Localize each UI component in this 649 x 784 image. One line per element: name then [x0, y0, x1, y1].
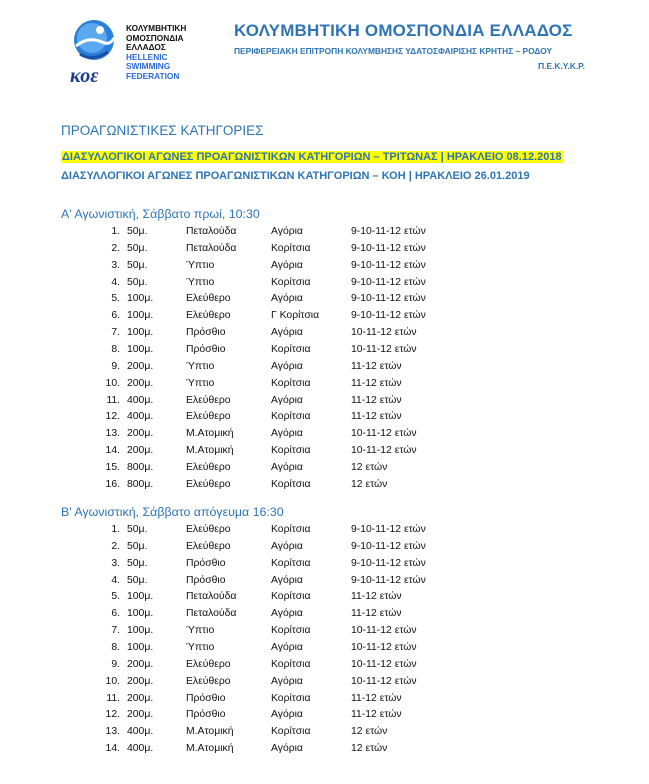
event-age: 9-10-11-12 ετών [351, 557, 426, 569]
event-num: 11. [106, 692, 120, 704]
event-num: 8. [111, 641, 120, 653]
event-age: 9-10-11-12 ετών [351, 293, 426, 305]
event-style: Ύπτιο [186, 377, 215, 389]
event-num: 12. [105, 709, 120, 721]
event-age: 9-10-11-12 ετών [351, 524, 426, 535]
event-cat: Αγόρια [271, 743, 303, 755]
event-style: Πρόσθιο [186, 709, 226, 721]
event-num: 13. [105, 428, 120, 440]
event-num: 7. [111, 327, 120, 339]
event-style: Μ.Ατομική [186, 445, 234, 457]
event-cat: Κορίτσια [271, 377, 311, 389]
event-dist: 200μ. [127, 445, 154, 457]
swimmer-logo-icon [66, 16, 122, 88]
event-cat: Αγόρια [271, 394, 303, 406]
event-cat: Αγόρια [271, 675, 303, 687]
event-age: 11-12 ετών [351, 377, 402, 389]
event-style: Ελεύθερο [186, 540, 231, 552]
event-num: 5. [111, 293, 120, 305]
event-age: 9-10-11-12 ετών [351, 242, 426, 254]
logo-line: ΕΛΛΑΔΟΣ [126, 42, 166, 53]
event-num: 2. [111, 242, 120, 254]
event-num: 5. [111, 591, 120, 603]
event-style: Πρόσθιο [186, 327, 226, 339]
event-age: 11-12 ετών [351, 411, 402, 423]
event-age: 9-10-11-12 ετών [351, 540, 426, 552]
organization-abbreviation: Π.Ε.Κ.Υ.Κ.Ρ. [538, 61, 585, 71]
event-num: 4. [111, 276, 120, 288]
event-cat: Κορίτσια [271, 478, 311, 490]
organization-subtitle: ΠΕΡΙΦΕΡΕΙΑΚΗ ΕΠΙΤΡΟΠΗ ΚΟΛΥΜΒΗΣΗΣ ΥΔΑΤΟΣΦΑΙΡΙΣΗΣ ΚΡΗΤΗΣ – ΡΟΔΟΥ [234, 46, 553, 56]
event-cat: Κορίτσια [271, 625, 311, 637]
event-num: 13. [105, 726, 120, 738]
event-age: 10-11-12 ετών [351, 675, 417, 687]
event-cat: Κορίτσια [271, 524, 311, 535]
event-num: 10. [105, 675, 120, 687]
event-cat: Κορίτσια [271, 692, 311, 704]
event-dist: 100μ. [127, 608, 154, 620]
event-dist: 100μ. [127, 641, 154, 653]
event-style: Ελεύθερο [186, 394, 231, 406]
event-dist: 200μ. [127, 658, 154, 670]
event-age: 9-10-11-12 ετών [351, 276, 426, 288]
logo-line: ΚΟΛΥΜΒΗΤΙΚΗ [126, 23, 187, 33]
event-num: 4. [111, 574, 120, 586]
event-age: 12 ετών [351, 461, 388, 473]
event-dist: 200μ. [127, 428, 154, 440]
event-age: 12 ετών [351, 743, 388, 755]
event-dist: 400μ. [127, 726, 154, 738]
event-num: 11. [106, 394, 120, 406]
event-style: Μ.Ατομική [186, 743, 234, 755]
event-age: 11-12 ετών [351, 591, 402, 603]
event-age: 10-11-12 ετών [351, 625, 417, 637]
event-dist: 100μ. [127, 293, 154, 305]
event-age: 12 ετών [351, 726, 388, 738]
event-num: 1. [111, 226, 120, 237]
event-num: 12. [105, 411, 120, 423]
event-num: 6. [111, 608, 120, 620]
session-title-a: Α' Αγωνιστική, Σάββατο πρωί, 10:30 [61, 207, 260, 221]
event-cat: Αγόρια [271, 226, 303, 237]
event-age: 11-12 ετών [351, 709, 402, 721]
event-cat: Αγόρια [271, 540, 303, 552]
event-num: 3. [111, 259, 120, 271]
event-style: Πεταλούδα [186, 242, 237, 254]
meet-line: ΔΙΑΣΥΛΛΟΓΙΚΟΙ ΑΓΩΝΕΣ ΠΡΟΑΓΩΝΙΣΤΙΚΩΝ ΚΑΤΗΓΟΡΙΩΝ – ΚΟΗ | ΗΡΑΚΛΕΙΟ 26.01.2019 [61, 170, 530, 182]
event-style: Πρόσθιο [186, 557, 226, 569]
event-style: Πεταλούδα [186, 608, 237, 620]
federation-logo [64, 14, 214, 88]
event-age: 11-12 ετών [351, 692, 402, 704]
organization-title: ΚΟΛΥΜΒΗΤΙΚΗ ΟΜΟΣΠΟΝΔΙΑ ΕΛΛΑΔΟΣ [234, 21, 573, 40]
event-cat: Αγόρια [271, 360, 303, 372]
event-age: 9-10-11-12 ετών [351, 310, 426, 322]
event-dist: 50μ. [127, 540, 148, 552]
meet-highlighted: ΔΙΑΣΥΛΛΟΓΙΚΟΙ ΑΓΩΝΕΣ ΠΡΟΑΓΩΝΙΣΤΙΚΩΝ ΚΑΤΗΓΟΡΙΩΝ – ΤΡΙΤΩΝΑΣ | ΗΡΑΚΛΕΙΟ 08.12.2018 [62, 151, 562, 163]
event-style: Ελεύθερο [186, 310, 231, 322]
event-dist: 100μ. [127, 591, 154, 603]
event-cat: Αγόρια [271, 461, 303, 473]
event-style: Ύπτιο [186, 259, 215, 271]
event-num: 7. [111, 625, 120, 637]
event-dist: 400μ. [127, 743, 154, 755]
event-num: 14. [105, 743, 120, 755]
event-dist: 100μ. [127, 310, 154, 322]
event-style: Πρόσθιο [186, 574, 226, 586]
event-dist: 50μ. [127, 524, 148, 535]
logo-mark-text: κοε [70, 65, 99, 87]
event-cat: Αγόρια [271, 641, 303, 653]
event-dist: 50μ. [127, 226, 148, 237]
event-style: Πρόσθιο [186, 692, 226, 704]
event-num: 14. [105, 445, 120, 457]
event-style: Ελεύθερο [186, 293, 231, 305]
event-cat: Κορίτσια [271, 445, 311, 457]
event-cat: Κορίτσια [271, 658, 311, 670]
event-cat: Κορίτσια [271, 242, 311, 254]
event-num: 8. [111, 343, 120, 355]
event-age: 9-10-11-12 ετών [351, 574, 426, 586]
event-age: 10-11-12 ετών [351, 658, 417, 670]
event-cat: Αγόρια [271, 428, 303, 440]
event-style: Ελεύθερο [186, 478, 231, 490]
event-style: Ελεύθερο [186, 658, 231, 670]
event-dist: 50μ. [127, 574, 148, 586]
event-age: 10-11-12 ετών [351, 641, 417, 653]
event-num: 16. [105, 478, 120, 490]
event-num: 2. [111, 540, 120, 552]
section-title: ΠΡΟΑΓΩΝΙΣΤΙΚΕΣ ΚΑΤΗΓΟΡΙΕΣ [61, 123, 264, 138]
event-age: 10-11-12 ετών [351, 327, 417, 339]
event-dist: 200μ. [127, 692, 154, 704]
event-cat: Κορίτσια [271, 557, 311, 569]
event-style: Ύπτιο [186, 625, 215, 637]
logo-line: HELLENIC [126, 51, 168, 62]
event-style: Πεταλούδα [186, 226, 237, 237]
event-dist: 200μ. [127, 360, 154, 372]
event-dist: 50μ. [127, 259, 148, 271]
event-style: Ελεύθερο [186, 411, 231, 423]
event-style: Μ.Ατομική [186, 726, 234, 738]
event-dist: 100μ. [127, 625, 154, 637]
event-style: Ελεύθερο [186, 461, 231, 473]
event-cat: Αγόρια [271, 608, 303, 620]
event-dist: 50μ. [127, 242, 148, 254]
event-dist: 200μ. [127, 709, 154, 721]
event-dist: 100μ. [127, 343, 154, 355]
event-age: 9-10-11-12 ετών [351, 259, 426, 271]
event-age: 11-12 ετών [351, 360, 402, 372]
event-style: Μ.Ατομική [186, 428, 234, 440]
event-dist: 400μ. [127, 411, 154, 423]
event-num: 6. [111, 310, 120, 322]
event-age: 10-11-12 ετών [351, 343, 417, 355]
session-title-b: Β' Αγωνιστική, Σάββατο απόγευμα 16:30 [61, 505, 284, 519]
event-num: 15. [105, 461, 120, 473]
event-cat: Κορίτσια [271, 411, 311, 423]
event-dist: 400μ. [127, 394, 154, 406]
event-style: Ύπτιο [186, 641, 215, 653]
logo-line: SWIMMING [126, 61, 171, 72]
event-style: Ελεύθερο [186, 524, 231, 535]
event-dist: 50μ. [127, 557, 148, 569]
event-num: 9. [111, 658, 120, 670]
event-cat: Κορίτσια [271, 726, 311, 738]
logo-wordmark [126, 24, 186, 82]
logo-line: FEDERATION [126, 70, 180, 81]
logo-line: ΟΜΟΣΠΟΝΔΙΑ [126, 32, 184, 43]
event-dist: 100μ. [127, 327, 154, 339]
event-num: 1. [111, 524, 120, 535]
event-age: 11-12 ετών [351, 608, 402, 620]
event-age: 11-12 ετών [351, 394, 402, 406]
event-cat: Γ Κορίτσια [271, 310, 320, 322]
event-style: Ελεύθερο [186, 675, 231, 687]
event-cat: Κορίτσια [271, 591, 311, 603]
event-age: 12 ετών [351, 478, 388, 490]
event-cat: Αγόρια [271, 327, 303, 339]
event-cat: Κορίτσια [271, 343, 311, 355]
event-cat: Αγόρια [271, 574, 303, 586]
event-style: Ύπτιο [186, 276, 215, 288]
event-cat: Αγόρια [271, 259, 303, 271]
event-num: 9. [111, 360, 120, 372]
event-age: 9-10-11-12 ετών [351, 226, 426, 237]
event-dist: 200μ. [127, 675, 154, 687]
event-age: 10-11-12 ετών [351, 428, 417, 440]
event-age: 10-11-12 ετών [351, 445, 417, 457]
event-dist: 200μ. [127, 377, 154, 389]
event-cat: Κορίτσια [271, 276, 311, 288]
event-dist: 800μ. [127, 461, 154, 473]
event-style: Ύπτιο [186, 360, 215, 372]
event-cat: Αγόρια [271, 293, 303, 305]
event-style: Πρόσθιο [186, 343, 226, 355]
event-num: 3. [111, 557, 120, 569]
event-dist: 50μ. [127, 276, 148, 288]
event-dist: 800μ. [127, 478, 154, 490]
event-num: 10. [105, 377, 120, 389]
event-style: Πεταλούδα [186, 591, 237, 603]
event-cat: Αγόρια [271, 709, 303, 721]
